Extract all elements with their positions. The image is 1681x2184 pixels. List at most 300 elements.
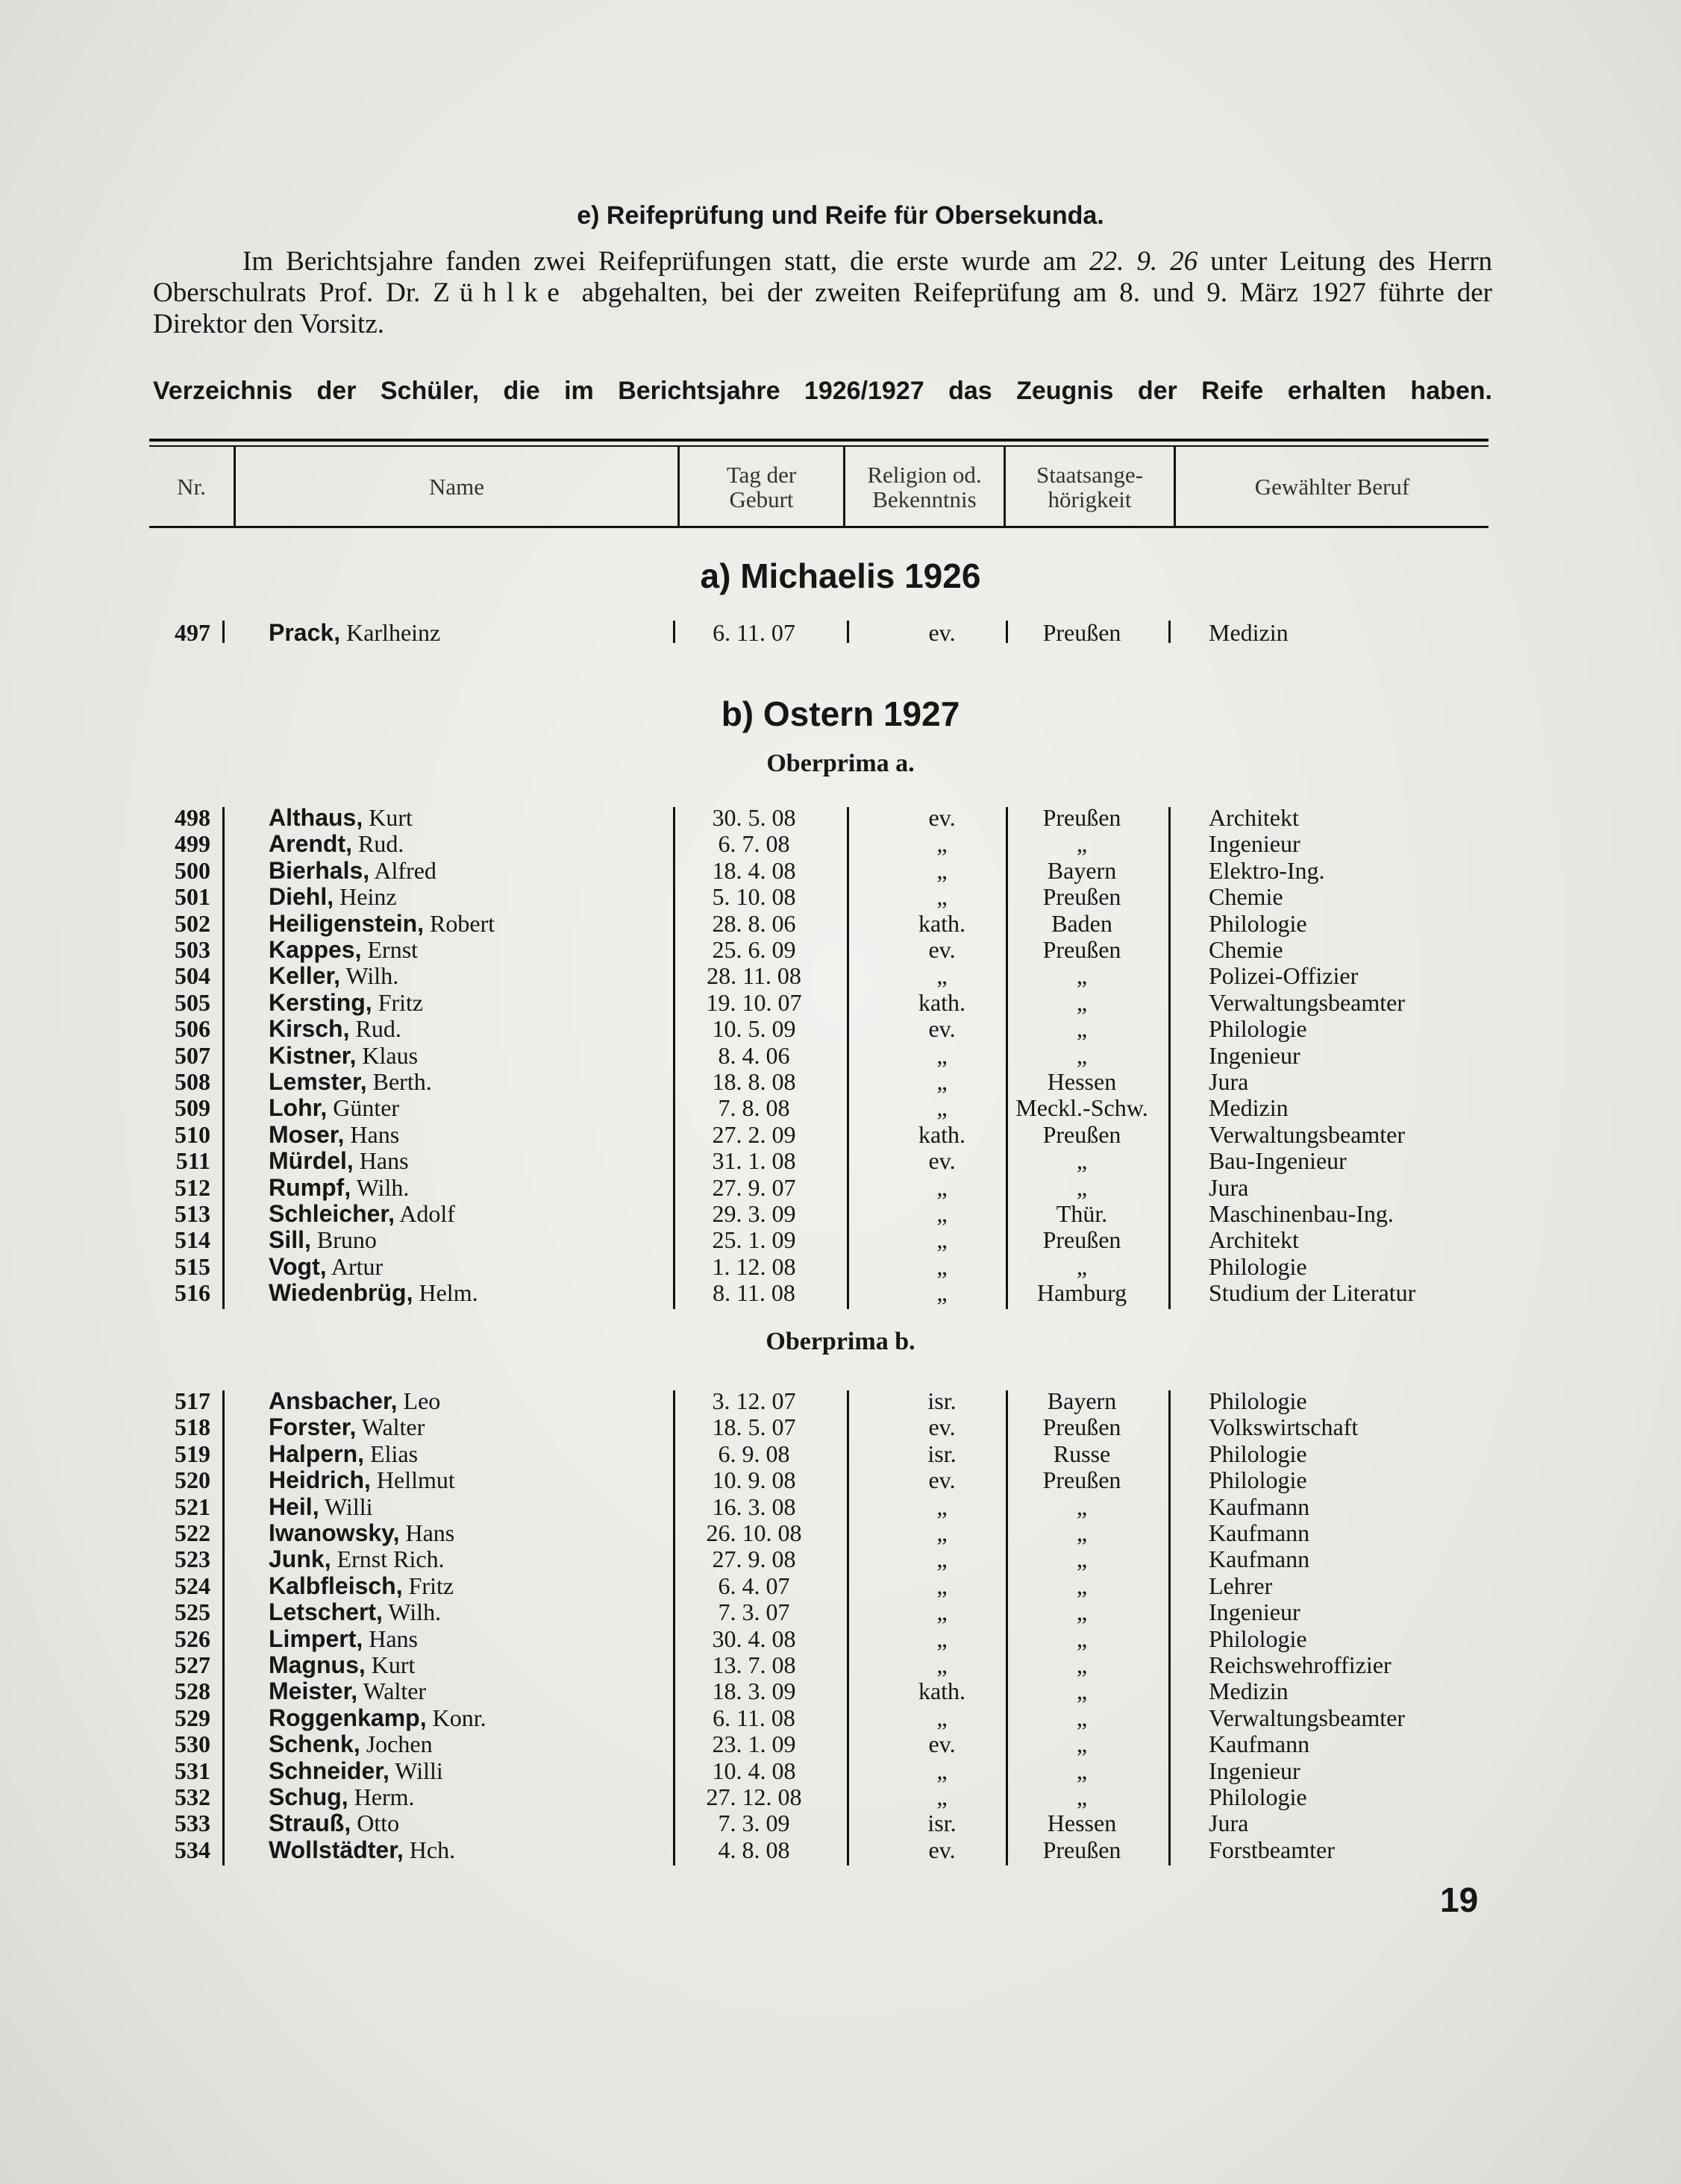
student-surname: Kirsch, xyxy=(269,1015,350,1042)
birth-date: 10. 5. 09 xyxy=(712,1015,796,1042)
nationality: „ xyxy=(1076,989,1088,1016)
table-row xyxy=(0,1068,1681,1095)
table-row xyxy=(0,1704,1681,1731)
student-name xyxy=(269,883,397,910)
religion: „ xyxy=(936,1625,948,1652)
student-name xyxy=(269,1493,372,1520)
student-given-name: Hans xyxy=(350,1121,400,1148)
nationality: „ xyxy=(1076,1519,1088,1546)
student-given-name: Kurt xyxy=(369,804,413,831)
nationality: Hamburg xyxy=(1036,1279,1127,1306)
birth-date: 19. 10. 07 xyxy=(706,989,802,1016)
birth-date: 28. 8. 06 xyxy=(712,910,796,937)
nationality: Bayern xyxy=(1047,1387,1117,1414)
row-number: 499 xyxy=(175,830,210,857)
profession: Ingenieur xyxy=(1209,1598,1300,1625)
student-name xyxy=(269,1730,433,1757)
table-row xyxy=(0,830,1681,857)
nationality: „ xyxy=(1076,1493,1088,1520)
nationality: Russe xyxy=(1053,1440,1111,1467)
student-surname: Lohr, xyxy=(269,1094,328,1121)
student-surname: Sill, xyxy=(269,1226,311,1253)
row-number: 500 xyxy=(175,857,210,884)
row-number: 530 xyxy=(175,1730,210,1757)
religion: kath. xyxy=(918,989,966,1016)
student-given-name: Rud. xyxy=(355,1015,401,1042)
profession: Philologie xyxy=(1209,1253,1307,1280)
religion: „ xyxy=(936,1200,948,1227)
nationality: „ xyxy=(1076,1625,1088,1652)
nationality: „ xyxy=(1076,1678,1088,1704)
religion: ev. xyxy=(928,1413,956,1440)
table-row xyxy=(0,1226,1681,1253)
nationality: „ xyxy=(1076,1253,1088,1280)
nationality: „ xyxy=(1076,1651,1088,1678)
table-row xyxy=(0,989,1681,1016)
profession: Reichswehroffizier xyxy=(1209,1651,1392,1678)
table-row xyxy=(0,962,1681,989)
table-row xyxy=(0,1466,1681,1493)
student-name xyxy=(269,1121,399,1148)
student-given-name: Hch. xyxy=(409,1836,456,1863)
religion: „ xyxy=(936,1704,948,1731)
religion: isr. xyxy=(927,1387,957,1414)
student-name xyxy=(269,1466,455,1493)
nationality: Preußen xyxy=(1042,936,1121,963)
student-given-name: Konr. xyxy=(432,1704,486,1731)
table-row xyxy=(0,1413,1681,1440)
table-row xyxy=(0,1810,1681,1836)
birth-date: 27. 9. 07 xyxy=(712,1174,796,1201)
student-given-name: Hellmut xyxy=(376,1466,455,1493)
student-given-name: Fritz xyxy=(378,989,424,1016)
profession: Philologie xyxy=(1209,1387,1307,1414)
table-row xyxy=(0,1836,1681,1863)
birth-date: 10. 4. 08 xyxy=(712,1757,796,1784)
religion: „ xyxy=(936,1493,948,1520)
row-number: 512 xyxy=(175,1174,210,1201)
religion: „ xyxy=(936,1519,948,1546)
profession: Elektro-Ing. xyxy=(1209,857,1325,884)
nationality: „ xyxy=(1076,1042,1088,1069)
profession: Jura xyxy=(1209,1174,1249,1201)
col-header-profession: Gewählter Beruf xyxy=(1254,474,1410,500)
profession: Kaufmann xyxy=(1209,1493,1310,1520)
birth-date: 10. 9. 08 xyxy=(712,1466,796,1493)
column-separator xyxy=(847,807,849,1309)
student-name xyxy=(269,1783,415,1810)
student-surname: Letschert, xyxy=(269,1598,383,1625)
col-header-nationality: Staatsange- hörigkeit xyxy=(1036,461,1143,512)
student-name xyxy=(269,1387,440,1414)
student-surname: Wiedenbrüg, xyxy=(269,1279,413,1306)
birth-date: 7. 3. 09 xyxy=(718,1810,790,1836)
student-name xyxy=(269,1519,454,1546)
row-number: 521 xyxy=(175,1493,210,1520)
nationality: Preußen xyxy=(1042,883,1121,910)
row-number: 527 xyxy=(175,1651,210,1678)
birth-date: 7. 8. 08 xyxy=(718,1094,790,1121)
religion: „ xyxy=(936,883,948,910)
student-name xyxy=(269,1413,425,1440)
nationality: Preußen xyxy=(1042,804,1121,831)
student-given-name: Günter xyxy=(333,1094,400,1121)
religion: „ xyxy=(936,1598,948,1625)
table-row xyxy=(0,804,1681,831)
period-heading-michaelis: a) Michaelis 1926 xyxy=(700,556,981,595)
student-surname: Limpert, xyxy=(269,1625,363,1652)
column-separator xyxy=(1168,807,1171,1309)
column-separator xyxy=(673,621,675,643)
student-surname: Roggenkamp, xyxy=(269,1704,427,1731)
student-given-name: Herm. xyxy=(354,1783,415,1810)
profession: Philologie xyxy=(1209,1015,1307,1042)
list-title: Verzeichnis der Schüler, die im Berichtsjahre 1926/1927 das Zeugnis der Reife erhalten haben. xyxy=(153,377,1492,405)
row-number: 534 xyxy=(175,1836,210,1863)
nationality: Baden xyxy=(1051,910,1112,937)
table-row xyxy=(0,619,1681,646)
religion: ev. xyxy=(928,1730,956,1757)
religion: ev. xyxy=(928,1836,956,1863)
student-name xyxy=(269,962,398,989)
birth-date: 25. 1. 09 xyxy=(712,1226,796,1253)
birth-date: 13. 7. 08 xyxy=(712,1651,796,1678)
nationality: Hessen xyxy=(1047,1068,1117,1095)
table-header-bottom-rule xyxy=(149,526,1489,528)
table-row xyxy=(0,936,1681,963)
row-number: 531 xyxy=(175,1757,210,1784)
row-number: 504 xyxy=(175,962,210,989)
student-surname: Moser, xyxy=(269,1121,345,1148)
nationality: „ xyxy=(1076,1572,1088,1599)
religion: kath. xyxy=(918,1678,966,1704)
table-row xyxy=(0,1094,1681,1121)
col-header-nr: Nr. xyxy=(177,474,206,500)
student-given-name: Rud. xyxy=(358,830,404,857)
profession: Medizin xyxy=(1209,1678,1289,1704)
profession: Philologie xyxy=(1209,1625,1307,1652)
birth-date: 6. 9. 08 xyxy=(718,1440,790,1467)
profession: Forstbeamter xyxy=(1209,1836,1335,1863)
nationality: Preußen xyxy=(1042,1413,1121,1440)
profession: Architekt xyxy=(1209,804,1299,831)
profession: Philologie xyxy=(1209,1466,1307,1493)
row-number: 502 xyxy=(175,910,210,937)
column-separator xyxy=(222,621,225,643)
student-given-name: Bruno xyxy=(316,1226,377,1253)
religion: „ xyxy=(936,1042,948,1069)
nationality: „ xyxy=(1076,1783,1088,1810)
student-surname: Schenk, xyxy=(269,1730,360,1757)
student-surname: Rumpf, xyxy=(269,1174,351,1201)
student-surname: Kappes, xyxy=(269,936,362,963)
row-number: 514 xyxy=(175,1226,210,1253)
student-name xyxy=(269,830,404,857)
column-separator xyxy=(1006,807,1008,1309)
nationality: „ xyxy=(1076,1704,1088,1731)
student-given-name: Walter xyxy=(363,1678,427,1704)
student-surname: Vogt, xyxy=(269,1253,327,1280)
table-row xyxy=(0,1651,1681,1678)
profession: Jura xyxy=(1209,1810,1249,1836)
birth-date: 18. 8. 08 xyxy=(712,1068,796,1095)
student-surname: Arendt, xyxy=(269,830,352,857)
nationality: „ xyxy=(1076,1757,1088,1784)
birth-date: 16. 3. 08 xyxy=(712,1493,796,1520)
table-row xyxy=(0,1253,1681,1280)
nationality: „ xyxy=(1076,1598,1088,1625)
nationality: Preußen xyxy=(1042,1226,1121,1253)
nationality: Hessen xyxy=(1047,1810,1117,1836)
row-number: 526 xyxy=(175,1625,210,1652)
table-row xyxy=(0,910,1681,937)
birth-date: 27. 9. 08 xyxy=(712,1546,796,1572)
student-surname: Althaus, xyxy=(269,804,363,831)
student-name xyxy=(269,1068,432,1095)
profession: Medizin xyxy=(1209,1094,1289,1121)
student-given-name: Klaus xyxy=(362,1042,419,1069)
table-row xyxy=(0,1598,1681,1625)
student-surname: Wollstädter, xyxy=(269,1836,404,1863)
nationality: „ xyxy=(1076,830,1088,857)
table-row xyxy=(0,1015,1681,1042)
profession: Verwaltungsbeamter xyxy=(1209,989,1406,1016)
table-row xyxy=(0,1200,1681,1227)
column-separator xyxy=(1006,1390,1008,1866)
row-number: 516 xyxy=(175,1279,210,1306)
row-number: 505 xyxy=(175,989,210,1016)
table-row xyxy=(0,1625,1681,1652)
period-heading-ostern: b) Ostern 1927 xyxy=(721,694,960,733)
student-name xyxy=(269,1704,486,1731)
profession: Chemie xyxy=(1209,936,1283,963)
religion: isr. xyxy=(927,1810,957,1836)
birth-date: 6. 11. 08 xyxy=(713,1704,795,1731)
row-number: 515 xyxy=(175,1253,210,1280)
section-heading: e) Reifeprüfung und Reife für Obersekunda. xyxy=(577,201,1104,230)
row-number: 532 xyxy=(175,1783,210,1810)
birth-date: 31. 1. 08 xyxy=(712,1147,796,1174)
birth-date: 8. 4. 06 xyxy=(718,1042,790,1069)
religion: „ xyxy=(936,1226,948,1253)
student-name xyxy=(269,1015,401,1042)
profession: Lehrer xyxy=(1209,1572,1273,1599)
nationality: „ xyxy=(1076,1546,1088,1572)
student-name xyxy=(269,1200,455,1227)
paragraph-examiner-name: Zühlke xyxy=(433,277,569,308)
table-row xyxy=(0,1546,1681,1572)
student-given-name: Fritz xyxy=(408,1572,454,1599)
birth-date: 26. 10. 08 xyxy=(706,1519,802,1546)
student-name xyxy=(269,1651,415,1678)
paragraph-part3: abgehalten, bei der zweiten Reifeprüfung am 8. und 9. März 1927 führte der Direktor den Vorsitz. xyxy=(153,277,1493,339)
student-name xyxy=(269,1757,443,1784)
student-given-name: Hans xyxy=(405,1519,455,1546)
table-row xyxy=(0,1757,1681,1784)
student-name xyxy=(269,1546,445,1572)
intro-paragraph xyxy=(153,246,1492,340)
birth-date: 6. 4. 07 xyxy=(718,1572,790,1599)
profession: Studium der Literatur xyxy=(1209,1279,1416,1306)
column-separator xyxy=(847,621,849,643)
religion: ev. xyxy=(928,619,956,646)
student-surname: Schug, xyxy=(269,1783,348,1810)
table-row xyxy=(0,1440,1681,1467)
student-surname: Kalbfleisch, xyxy=(269,1572,403,1599)
student-given-name: Leo xyxy=(403,1387,441,1414)
nationality: Preußen xyxy=(1042,1121,1121,1148)
student-name xyxy=(269,1174,409,1201)
profession: Ingenieur xyxy=(1209,830,1300,857)
student-given-name: Ernst Rich. xyxy=(336,1546,445,1572)
table-row xyxy=(0,1493,1681,1520)
birth-date: 6. 7. 08 xyxy=(718,830,790,857)
table-row xyxy=(0,1730,1681,1757)
religion: „ xyxy=(936,1572,948,1599)
row-number: 517 xyxy=(175,1387,210,1414)
birth-date: 8. 11. 08 xyxy=(713,1279,795,1306)
student-surname: Lemster, xyxy=(269,1068,367,1095)
nationality: „ xyxy=(1076,1730,1088,1757)
student-surname: Magnus, xyxy=(269,1651,366,1678)
birth-date: 27. 2. 09 xyxy=(712,1121,796,1148)
row-number: 528 xyxy=(175,1678,210,1704)
birth-date: 25. 6. 09 xyxy=(712,936,796,963)
birth-date: 29. 3. 09 xyxy=(712,1200,796,1227)
nationality: Preußen xyxy=(1042,619,1121,646)
col-header-birthdate: Tag der Geburt xyxy=(726,461,797,512)
student-surname: Mürdel, xyxy=(269,1147,354,1174)
student-name xyxy=(269,936,418,963)
profession: Philologie xyxy=(1209,1440,1307,1467)
table-row xyxy=(0,1121,1681,1148)
student-given-name: Karlheinz xyxy=(346,619,441,646)
student-name xyxy=(269,1625,418,1652)
column-separator xyxy=(673,1390,675,1866)
nationality: „ xyxy=(1076,1174,1088,1201)
table-row xyxy=(0,883,1681,910)
row-number: 529 xyxy=(175,1704,210,1731)
birth-date: 1. 12. 08 xyxy=(712,1253,796,1280)
student-given-name: Heinz xyxy=(339,883,397,910)
student-given-name: Robert xyxy=(430,910,495,937)
profession: Kaufmann xyxy=(1209,1546,1310,1572)
student-name xyxy=(269,1253,383,1280)
birth-date: 30. 4. 08 xyxy=(712,1625,796,1652)
row-number: 511 xyxy=(175,1147,210,1174)
row-number: 525 xyxy=(175,1598,210,1625)
student-surname: Ansbacher, xyxy=(269,1387,398,1414)
birth-date: 27. 12. 08 xyxy=(706,1783,802,1810)
student-given-name: Hans xyxy=(369,1625,418,1652)
nationality: „ xyxy=(1076,1015,1088,1042)
row-number: 522 xyxy=(175,1519,210,1546)
religion: „ xyxy=(936,857,948,884)
religion: ev. xyxy=(928,1015,956,1042)
table-row xyxy=(0,1572,1681,1599)
birth-date: 6. 11. 07 xyxy=(713,619,795,646)
student-name xyxy=(269,1226,377,1253)
col-header-religion: Religion od. Bekenntnis xyxy=(867,461,982,512)
student-name xyxy=(269,1836,455,1863)
profession: Kaufmann xyxy=(1209,1519,1310,1546)
religion: „ xyxy=(936,1279,948,1306)
student-name xyxy=(269,1094,399,1121)
religion: „ xyxy=(936,1068,948,1095)
profession: Philologie xyxy=(1209,910,1307,937)
student-given-name: Artur xyxy=(331,1253,384,1280)
religion: „ xyxy=(936,1253,948,1280)
row-number: 510 xyxy=(175,1121,210,1148)
table-top-rule xyxy=(149,439,1489,442)
student-surname: Strauß, xyxy=(269,1810,351,1836)
student-name xyxy=(269,910,495,937)
table-row xyxy=(0,1042,1681,1069)
row-number: 520 xyxy=(175,1466,210,1493)
birth-date: 5. 10. 08 xyxy=(712,883,796,910)
row-number: 501 xyxy=(175,883,210,910)
nationality: Preußen xyxy=(1042,1466,1121,1493)
student-surname: Kersting, xyxy=(269,989,372,1016)
student-name xyxy=(269,804,413,831)
nationality: Thür. xyxy=(1056,1200,1108,1227)
student-name xyxy=(269,1572,454,1599)
page-number: 19 xyxy=(1440,1880,1479,1919)
religion: „ xyxy=(936,830,948,857)
profession: Medizin xyxy=(1209,619,1289,646)
religion: kath. xyxy=(918,1121,966,1148)
religion: „ xyxy=(936,1757,948,1784)
religion: „ xyxy=(936,1174,948,1201)
student-given-name: Helm. xyxy=(419,1279,478,1306)
profession: Philologie xyxy=(1209,1783,1307,1810)
student-name xyxy=(269,1810,399,1836)
student-surname: Halpern, xyxy=(269,1440,365,1467)
student-name xyxy=(269,1147,409,1174)
student-name xyxy=(269,1678,426,1704)
religion: „ xyxy=(936,962,948,989)
student-surname: Iwanowsky, xyxy=(269,1519,400,1546)
birth-date: 7. 3. 07 xyxy=(718,1598,790,1625)
row-number: 509 xyxy=(175,1094,210,1121)
student-name xyxy=(269,1598,441,1625)
profession: Bau-Ingenieur xyxy=(1209,1147,1347,1174)
student-name xyxy=(269,989,423,1016)
religion: ev. xyxy=(928,1466,956,1493)
student-surname: Heiligenstein, xyxy=(269,910,425,937)
religion: „ xyxy=(936,1783,948,1810)
birth-date: 18. 4. 08 xyxy=(712,857,796,884)
profession: Kaufmann xyxy=(1209,1730,1310,1757)
religion: ev. xyxy=(928,936,956,963)
student-given-name: Walter xyxy=(361,1413,425,1440)
student-surname: Heidrich, xyxy=(269,1466,371,1493)
birth-date: 28. 11. 08 xyxy=(707,962,801,989)
religion: isr. xyxy=(927,1440,957,1467)
student-given-name: Elias xyxy=(370,1440,419,1467)
column-separator xyxy=(222,1390,225,1866)
column-separator xyxy=(1168,621,1171,643)
student-given-name: Jochen xyxy=(366,1730,433,1757)
table-row xyxy=(0,1147,1681,1174)
student-name xyxy=(269,1440,418,1467)
profession: Chemie xyxy=(1209,883,1283,910)
paragraph-date: 22. 9. 26 xyxy=(1089,246,1198,277)
table-row xyxy=(0,1387,1681,1414)
religion: ev. xyxy=(928,1147,956,1174)
student-given-name: Wilh. xyxy=(388,1598,442,1625)
student-given-name: Ernst xyxy=(367,936,419,963)
